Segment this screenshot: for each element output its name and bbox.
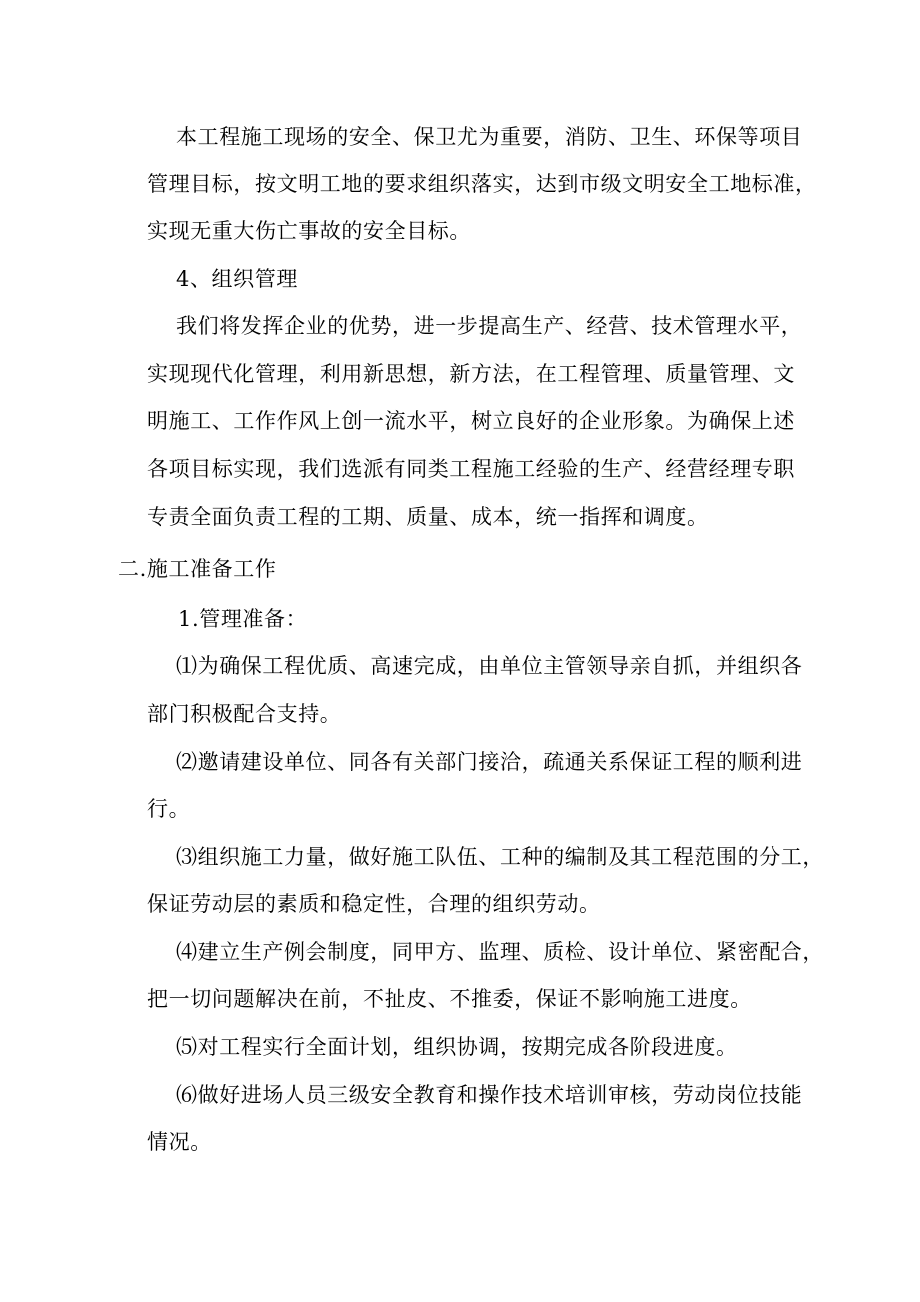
list-item-line: ⑷建立生产例会制度，同甲方、监理、质检、设计单位、紧密配合， — [176, 940, 824, 964]
list-item-line: ⑶组织施工力量，做好施工队伍、工种的编制及其工程范围的分工， — [176, 845, 824, 869]
list-item-line: 保证劳动层的素质和稳定性，合理的组织劳动。 — [147, 892, 601, 916]
paragraph-line: 明施工、工作作风上创一流水平，树立良好的企业形象。为确保上述 — [147, 409, 795, 433]
list-item-line: 情况。 — [147, 1130, 212, 1154]
paragraph-line: 实现无重大伤亡事故的安全目标。 — [147, 219, 471, 243]
paragraph-line: 管理目标，按文明工地的要求组织落实，达到市级文明安全工地标准， — [147, 172, 817, 196]
paragraph-line: 本工程施工现场的安全、保卫尤为重要，消防、卫生、环保等项目 — [176, 125, 803, 149]
list-item-line: ⑹做好进场人员三级安全教育和操作技术培训审核，劳动岗位技能 — [176, 1083, 803, 1107]
list-item-line: ⑵邀请建设单位、同各有关部门接洽，疏通关系保证工程的顺利进 — [176, 750, 803, 774]
section-heading: 4、组织管理 — [176, 267, 298, 291]
list-item-line: 行。 — [147, 797, 191, 821]
paragraph-line: 实现现代化管理，利用新思想，新方法，在工程管理、质量管理、文 — [147, 362, 795, 386]
list-item-line: 部门积极配合支持。 — [147, 702, 342, 726]
list-item-line: ⑸对工程实行全面计划，组织协调，按期完成各阶段进度。 — [176, 1035, 738, 1059]
paragraph-line: 专责全面负责工程的工期、质量、成本，统一指挥和调度。 — [147, 505, 709, 529]
paragraph-line: 我们将发挥企业的优势，进一步提高生产、经营、技术管理水平， — [176, 314, 803, 338]
chapter-heading: 二.施工准备工作 — [118, 557, 277, 581]
list-item-line: 把一切问题解决在前，不扯皮、不推委，保证不影响施工进度。 — [147, 987, 752, 1011]
paragraph-line: 各项目标实现，我们选派有同类工程施工经验的生产、经营经理专职 — [147, 457, 795, 481]
subsection-heading: 1.管理准备： — [178, 607, 308, 631]
list-item-line: ⑴为确保工程优质、高速完成，由单位主管领导亲自抓，并组织各 — [176, 654, 803, 678]
